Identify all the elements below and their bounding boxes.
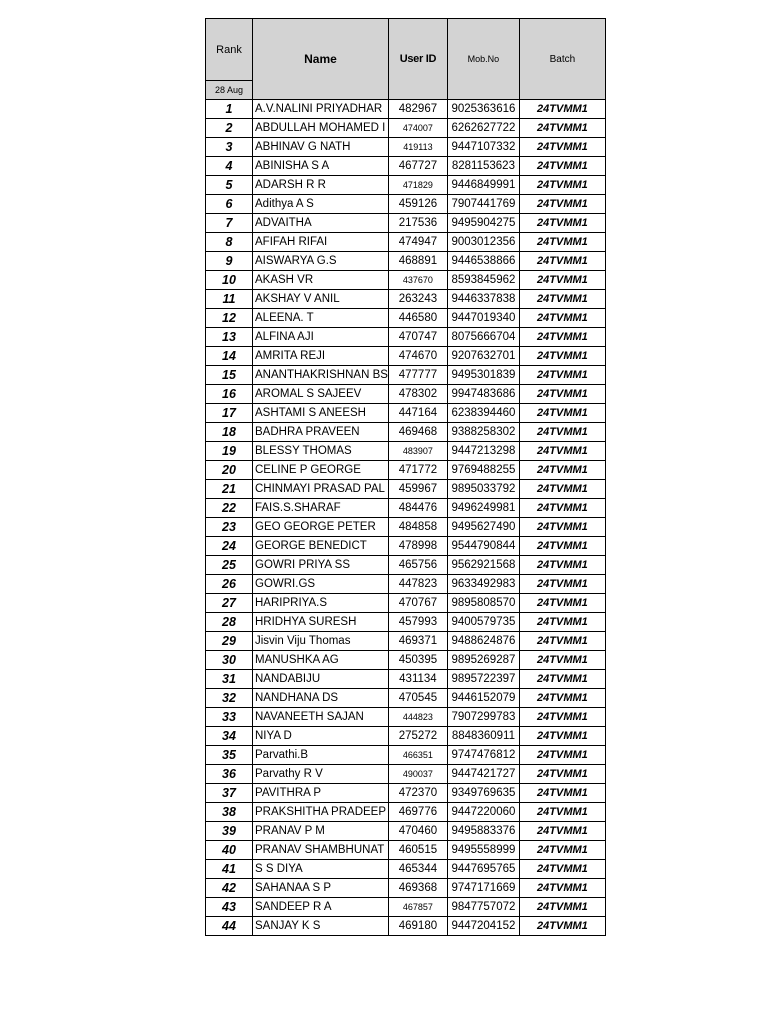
table-row: [206, 803, 606, 822]
user-id-cell: 447823: [388, 575, 447, 594]
batch-header: Batch: [519, 19, 605, 100]
rank-cell: 34: [206, 727, 253, 746]
table-row: [206, 822, 606, 841]
rank-cell: 9: [206, 252, 253, 271]
name-cell: FAIS.S.SHARAF: [253, 499, 389, 518]
mob-no-cell: 9446849991: [447, 176, 519, 195]
mob-no-cell: 9400579735: [447, 613, 519, 632]
mob-no-cell: 9495301839: [447, 366, 519, 385]
name-cell: ALEENA. T: [253, 309, 389, 328]
mob-no-cell: 9446538866: [447, 252, 519, 271]
user-id-cell: 275272: [388, 727, 447, 746]
batch-cell: 24TVMM1: [519, 784, 605, 803]
name-cell: ALFINA AJI: [253, 328, 389, 347]
batch-cell: 24TVMM1: [519, 442, 605, 461]
rank-cell: 14: [206, 347, 253, 366]
mob-no-cell: 9388258302: [447, 423, 519, 442]
mob-no-cell: 9446152079: [447, 689, 519, 708]
table-row: [206, 689, 606, 708]
mob-no-cell: 6262627722: [447, 119, 519, 138]
batch-cell: 24TVMM1: [519, 803, 605, 822]
user-id-cell: 484476: [388, 499, 447, 518]
user-id-cell: 465756: [388, 556, 447, 575]
batch-cell: 24TVMM1: [519, 214, 605, 233]
rank-cell: 28: [206, 613, 253, 632]
rank-cell: 29: [206, 632, 253, 651]
user-id-cell: 217536: [388, 214, 447, 233]
batch-cell: 24TVMM1: [519, 423, 605, 442]
user-id-cell: 469180: [388, 917, 447, 936]
name-cell: NANDABIJU: [253, 670, 389, 689]
rank-cell: 24: [206, 537, 253, 556]
mob-no-cell: 9633492983: [447, 575, 519, 594]
name-cell: AROMAL S SAJEEV: [253, 385, 389, 404]
name-cell: AKSHAY V ANIL: [253, 290, 389, 309]
batch-cell: 24TVMM1: [519, 765, 605, 784]
batch-cell: 24TVMM1: [519, 157, 605, 176]
table-row: [206, 651, 606, 670]
user-id-cell: 470767: [388, 594, 447, 613]
table-row: [206, 461, 606, 480]
mob-no-cell: 9495904275: [447, 214, 519, 233]
table-row: [206, 841, 606, 860]
mob-no-cell: 9895033792: [447, 480, 519, 499]
batch-cell: 24TVMM1: [519, 746, 605, 765]
user-id-cell: 446580: [388, 309, 447, 328]
rank-cell: 5: [206, 176, 253, 195]
batch-cell: 24TVMM1: [519, 651, 605, 670]
table-row: [206, 119, 606, 138]
batch-cell: 24TVMM1: [519, 917, 605, 936]
user-id-cell: 471772: [388, 461, 447, 480]
table-row: [206, 100, 606, 119]
name-cell: PRAKSHITHA PRADEEP: [253, 803, 389, 822]
rank-cell: 36: [206, 765, 253, 784]
rank-cell: 17: [206, 404, 253, 423]
table-row: [206, 347, 606, 366]
table-row: [206, 157, 606, 176]
user-id-cell: 482967: [388, 100, 447, 119]
user-id-cell: 470747: [388, 328, 447, 347]
user-id-cell: 447164: [388, 404, 447, 423]
batch-cell: 24TVMM1: [519, 328, 605, 347]
batch-cell: 24TVMM1: [519, 347, 605, 366]
table-row: [206, 195, 606, 214]
rank-cell: 42: [206, 879, 253, 898]
rank-cell: 20: [206, 461, 253, 480]
rank-cell: 19: [206, 442, 253, 461]
mob-no-cell: 9447019340: [447, 309, 519, 328]
name-cell: ABDULLAH MOHAMED I: [253, 119, 389, 138]
batch-cell: 24TVMM1: [519, 119, 605, 138]
table-row: [206, 746, 606, 765]
user-id-cell: 490037: [388, 765, 447, 784]
rank-cell: 30: [206, 651, 253, 670]
mob-no-cell: 9769488255: [447, 461, 519, 480]
name-cell: AKASH VR: [253, 271, 389, 290]
rank-cell: 11: [206, 290, 253, 309]
rank-cell: 31: [206, 670, 253, 689]
mob-no-cell: 9447204152: [447, 917, 519, 936]
name-cell: HARIPRIYA.S: [253, 594, 389, 613]
batch-cell: 24TVMM1: [519, 385, 605, 404]
name-cell: ABHINAV G NATH: [253, 138, 389, 157]
user-id-cell: 469368: [388, 879, 447, 898]
batch-cell: 24TVMM1: [519, 575, 605, 594]
table-row: [206, 423, 606, 442]
name-cell: HRIDHYA SURESH: [253, 613, 389, 632]
user-id-cell: 459126: [388, 195, 447, 214]
mob-no-cell: 9895269287: [447, 651, 519, 670]
rank-header: Rank: [206, 19, 253, 81]
name-cell: ADARSH R R: [253, 176, 389, 195]
mob-no-cell: 9496249981: [447, 499, 519, 518]
table-header: [206, 19, 606, 100]
user-id-cell: 474670: [388, 347, 447, 366]
batch-cell: 24TVMM1: [519, 708, 605, 727]
rank-cell: 22: [206, 499, 253, 518]
mob-no-cell: 9447695765: [447, 860, 519, 879]
table-row: [206, 613, 606, 632]
name-cell: S S DIYA: [253, 860, 389, 879]
name-cell: BADHRA PRAVEEN: [253, 423, 389, 442]
table-row: [206, 917, 606, 936]
name-cell: BLESSY THOMAS: [253, 442, 389, 461]
batch-cell: 24TVMM1: [519, 898, 605, 917]
user-id-cell: 431134: [388, 670, 447, 689]
name-cell: ADVAITHA: [253, 214, 389, 233]
batch-cell: 24TVMM1: [519, 271, 605, 290]
name-cell: GEO GEORGE PETER: [253, 518, 389, 537]
rank-cell: 7: [206, 214, 253, 233]
table-row: [206, 518, 606, 537]
batch-cell: 24TVMM1: [519, 309, 605, 328]
table-row: [206, 898, 606, 917]
name-cell: CELINE P GEORGE: [253, 461, 389, 480]
user-id-cell: 459967: [388, 480, 447, 499]
mob-no-cell: 9747476812: [447, 746, 519, 765]
name-cell: AFIFAH RIFAI: [253, 233, 389, 252]
batch-cell: 24TVMM1: [519, 860, 605, 879]
user-id-header: User ID: [388, 19, 447, 100]
mob-no-cell: 8075666704: [447, 328, 519, 347]
name-cell: AISWARYA G.S: [253, 252, 389, 271]
name-cell: Adithya A S: [253, 195, 389, 214]
mob-no-cell: 9003012356: [447, 233, 519, 252]
table-row: [206, 214, 606, 233]
table-body: [206, 100, 606, 936]
user-id-cell: 469776: [388, 803, 447, 822]
mob-no-cell: 8848360911: [447, 727, 519, 746]
user-id-cell: 474947: [388, 233, 447, 252]
name-cell: SANDEEP R A: [253, 898, 389, 917]
table-row: [206, 556, 606, 575]
mob-no-cell: 7907299783: [447, 708, 519, 727]
name-cell: ABINISHA S A: [253, 157, 389, 176]
name-cell: ASHTAMI S ANEESH: [253, 404, 389, 423]
mob-no-cell: 9847757072: [447, 898, 519, 917]
mob-no-cell: 9447220060: [447, 803, 519, 822]
batch-cell: 24TVMM1: [519, 594, 605, 613]
batch-cell: 24TVMM1: [519, 670, 605, 689]
rank-cell: 40: [206, 841, 253, 860]
mob-no-cell: 9207632701: [447, 347, 519, 366]
name-cell: SANJAY K S: [253, 917, 389, 936]
table-row: [206, 765, 606, 784]
mob-no-cell: 9447213298: [447, 442, 519, 461]
name-cell: AMRITA REJI: [253, 347, 389, 366]
user-id-cell: 468891: [388, 252, 447, 271]
batch-cell: 24TVMM1: [519, 518, 605, 537]
batch-cell: 24TVMM1: [519, 556, 605, 575]
mob-no-cell: 9447107332: [447, 138, 519, 157]
rank-cell: 6: [206, 195, 253, 214]
table-row: [206, 404, 606, 423]
batch-cell: 24TVMM1: [519, 499, 605, 518]
table-row: [206, 879, 606, 898]
table-row: [206, 670, 606, 689]
mob-no-cell: 8593845962: [447, 271, 519, 290]
mob-no-cell: 8281153623: [447, 157, 519, 176]
user-id-cell: 484858: [388, 518, 447, 537]
mob-no-cell: 9488624876: [447, 632, 519, 651]
name-cell: PAVITHRA P: [253, 784, 389, 803]
rank-cell: 26: [206, 575, 253, 594]
batch-cell: 24TVMM1: [519, 233, 605, 252]
table-row: [206, 233, 606, 252]
mob-no-cell: 9447421727: [447, 765, 519, 784]
table-row: [206, 309, 606, 328]
rank-cell: 37: [206, 784, 253, 803]
user-id-cell: 469371: [388, 632, 447, 651]
user-id-cell: 472370: [388, 784, 447, 803]
table-row: [206, 708, 606, 727]
name-cell: NAVANEETH SAJAN: [253, 708, 389, 727]
rank-cell: 43: [206, 898, 253, 917]
user-id-cell: 467857: [388, 898, 447, 917]
mob-no-cell: 7907441769: [447, 195, 519, 214]
user-id-cell: 467727: [388, 157, 447, 176]
batch-cell: 24TVMM1: [519, 252, 605, 271]
name-cell: CHINMAYI PRASAD PAL: [253, 480, 389, 499]
user-id-cell: 460515: [388, 841, 447, 860]
mob-no-cell: 9025363616: [447, 100, 519, 119]
user-id-cell: 437670: [388, 271, 447, 290]
table-row: [206, 366, 606, 385]
user-id-cell: 450395: [388, 651, 447, 670]
table-row: [206, 385, 606, 404]
rank-cell: 13: [206, 328, 253, 347]
batch-cell: 24TVMM1: [519, 689, 605, 708]
table-row: [206, 594, 606, 613]
rank-cell: 4: [206, 157, 253, 176]
user-id-cell: 263243: [388, 290, 447, 309]
batch-cell: 24TVMM1: [519, 366, 605, 385]
name-cell: SAHANAA S P: [253, 879, 389, 898]
table-row: [206, 784, 606, 803]
name-cell: NANDHANA DS: [253, 689, 389, 708]
user-id-cell: 474007: [388, 119, 447, 138]
rank-cell: 3: [206, 138, 253, 157]
batch-cell: 24TVMM1: [519, 613, 605, 632]
user-id-cell: 466351: [388, 746, 447, 765]
rank-cell: 12: [206, 309, 253, 328]
date-header: 28 Aug: [206, 81, 253, 100]
mob-no-cell: 9495627490: [447, 518, 519, 537]
table-row: [206, 328, 606, 347]
mob-no-cell: 9544790844: [447, 537, 519, 556]
mob-no-cell: 9495883376: [447, 822, 519, 841]
mob-no-cell: 9562921568: [447, 556, 519, 575]
rank-cell: 21: [206, 480, 253, 499]
rank-cell: 18: [206, 423, 253, 442]
name-cell: GOWRI.GS: [253, 575, 389, 594]
name-cell: GEORGE BENEDICT: [253, 537, 389, 556]
name-header: Name: [253, 19, 389, 100]
rank-cell: 27: [206, 594, 253, 613]
user-id-cell: 457993: [388, 613, 447, 632]
batch-cell: 24TVMM1: [519, 632, 605, 651]
name-cell: NIYA D: [253, 727, 389, 746]
rank-cell: 8: [206, 233, 253, 252]
user-id-cell: 471829: [388, 176, 447, 195]
name-cell: MANUSHKA AG: [253, 651, 389, 670]
mob-no-cell: 6238394460: [447, 404, 519, 423]
mob-no-cell: 9495558999: [447, 841, 519, 860]
table-row: [206, 537, 606, 556]
batch-cell: 24TVMM1: [519, 290, 605, 309]
user-id-cell: 478998: [388, 537, 447, 556]
table-row: [206, 575, 606, 594]
user-id-cell: 470460: [388, 822, 447, 841]
table-row: [206, 138, 606, 157]
table-row: [206, 271, 606, 290]
user-id-cell: 444823: [388, 708, 447, 727]
rank-list-table: [205, 18, 606, 936]
rank-cell: 2: [206, 119, 253, 138]
table-row: [206, 176, 606, 195]
rank-cell: 23: [206, 518, 253, 537]
rank-cell: 32: [206, 689, 253, 708]
name-cell: PRANAV P M: [253, 822, 389, 841]
table-row: [206, 442, 606, 461]
rank-cell: 39: [206, 822, 253, 841]
batch-cell: 24TVMM1: [519, 138, 605, 157]
batch-cell: 24TVMM1: [519, 461, 605, 480]
rank-cell: 25: [206, 556, 253, 575]
name-cell: Jisvin Viju Thomas: [253, 632, 389, 651]
batch-cell: 24TVMM1: [519, 879, 605, 898]
batch-cell: 24TVMM1: [519, 176, 605, 195]
batch-cell: 24TVMM1: [519, 537, 605, 556]
name-cell: A.V.NALINI PRIYADHAR: [253, 100, 389, 119]
rank-cell: 15: [206, 366, 253, 385]
table-row: [206, 632, 606, 651]
name-cell: Parvathi.B: [253, 746, 389, 765]
batch-cell: 24TVMM1: [519, 195, 605, 214]
user-id-cell: 483907: [388, 442, 447, 461]
rank-cell: 16: [206, 385, 253, 404]
user-id-cell: 470545: [388, 689, 447, 708]
table-row: [206, 290, 606, 309]
table-row: [206, 480, 606, 499]
rank-cell: 1: [206, 100, 253, 119]
batch-cell: 24TVMM1: [519, 841, 605, 860]
rank-cell: 33: [206, 708, 253, 727]
mob-no-cell: 9895808570: [447, 594, 519, 613]
name-cell: GOWRI PRIYA SS: [253, 556, 389, 575]
mob-no-cell: 9747171669: [447, 879, 519, 898]
rank-cell: 35: [206, 746, 253, 765]
batch-cell: 24TVMM1: [519, 822, 605, 841]
batch-cell: 24TVMM1: [519, 727, 605, 746]
user-id-cell: 478302: [388, 385, 447, 404]
rank-cell: 41: [206, 860, 253, 879]
mob-no-cell: 9947483686: [447, 385, 519, 404]
rank-cell: 10: [206, 271, 253, 290]
table-row: [206, 727, 606, 746]
table-row: [206, 860, 606, 879]
rank-cell: 38: [206, 803, 253, 822]
mob-no-cell: 9349769635: [447, 784, 519, 803]
mob-no-cell: 9895722397: [447, 670, 519, 689]
table-row: [206, 499, 606, 518]
user-id-cell: 469468: [388, 423, 447, 442]
table-row: [206, 252, 606, 271]
batch-cell: 24TVMM1: [519, 404, 605, 423]
batch-cell: 24TVMM1: [519, 100, 605, 119]
user-id-cell: 477777: [388, 366, 447, 385]
mob-no-cell: 9446337838: [447, 290, 519, 309]
mob-no-header: Mob.No: [447, 19, 519, 100]
name-cell: ANANTHAKRISHNAN BS: [253, 366, 389, 385]
user-id-cell: 419113: [388, 138, 447, 157]
rank-cell: 44: [206, 917, 253, 936]
user-id-cell: 465344: [388, 860, 447, 879]
batch-cell: 24TVMM1: [519, 480, 605, 499]
name-cell: Parvathy R V: [253, 765, 389, 784]
name-cell: PRANAV SHAMBHUNAT: [253, 841, 389, 860]
